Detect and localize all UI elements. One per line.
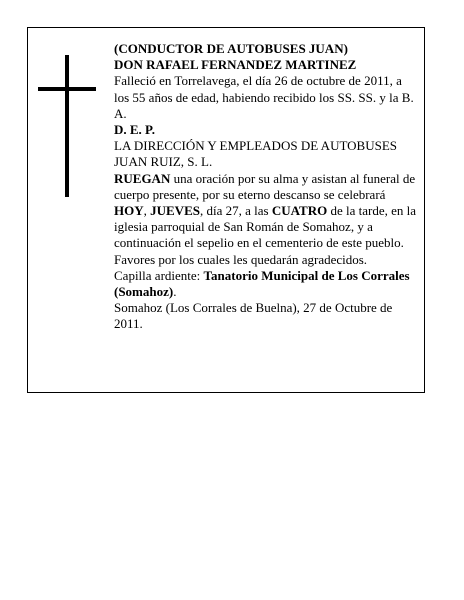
conductor-line: (CONDUCTOR DE AUTOBUSES JUAN) [114, 41, 348, 56]
day-text: , día 27, a las [199, 203, 272, 219]
request-text: una oración por su alma y asistan al funeral de cuerpo presente, por su eterno descanso se celebrará [114, 170, 416, 202]
cross-icon [38, 55, 96, 197]
cross-horizontal-bar [38, 87, 96, 91]
notice-text [114, 41, 418, 333]
dep-line: D. E. P. [114, 122, 156, 138]
death-statement: Falleció en Torrelavega, el día 26 de octubre de 2011, a los 55 años de edad, habiendo recibido los SS. SS. y la B. A. [114, 73, 414, 121]
capilla-place: Tanatorio Municipal de Los Corrales (Somahoz) [114, 267, 410, 300]
jueves-bold: JUEVES [150, 203, 200, 219]
request-bold: RUEGAN [114, 170, 171, 186]
capilla-period: . [173, 284, 177, 300]
funeral-paragraph [114, 171, 418, 252]
cross-vertical-bar [65, 55, 69, 197]
company-line: LA DIRECCIÓN Y EMPLEADOS DE AUTOBUSES JUAN RUIZ, S. L. [114, 138, 398, 170]
favores-line: Favores por los cuales les quedarán agradecidos. [114, 251, 368, 267]
location-text: de la tarde, en la iglesia parroquial de San Román de Somahoz, y a continuación el sepelio en el cementerio de este pueblo. [114, 203, 416, 251]
obituary-notice [27, 27, 425, 393]
date-place-line: Somahoz (Los Corrales de Buelna), 27 de Octubre de 2011. [114, 300, 393, 332]
deceased-name: DON RAFAEL FERNANDEZ MARTINEZ [114, 57, 357, 73]
comma-text: , [143, 203, 151, 219]
capilla-line [114, 268, 418, 300]
capilla-label: Capilla ardiente: [114, 267, 204, 283]
hoy-bold: HOY [114, 203, 144, 219]
cuatro-bold: CUATRO [271, 203, 328, 219]
